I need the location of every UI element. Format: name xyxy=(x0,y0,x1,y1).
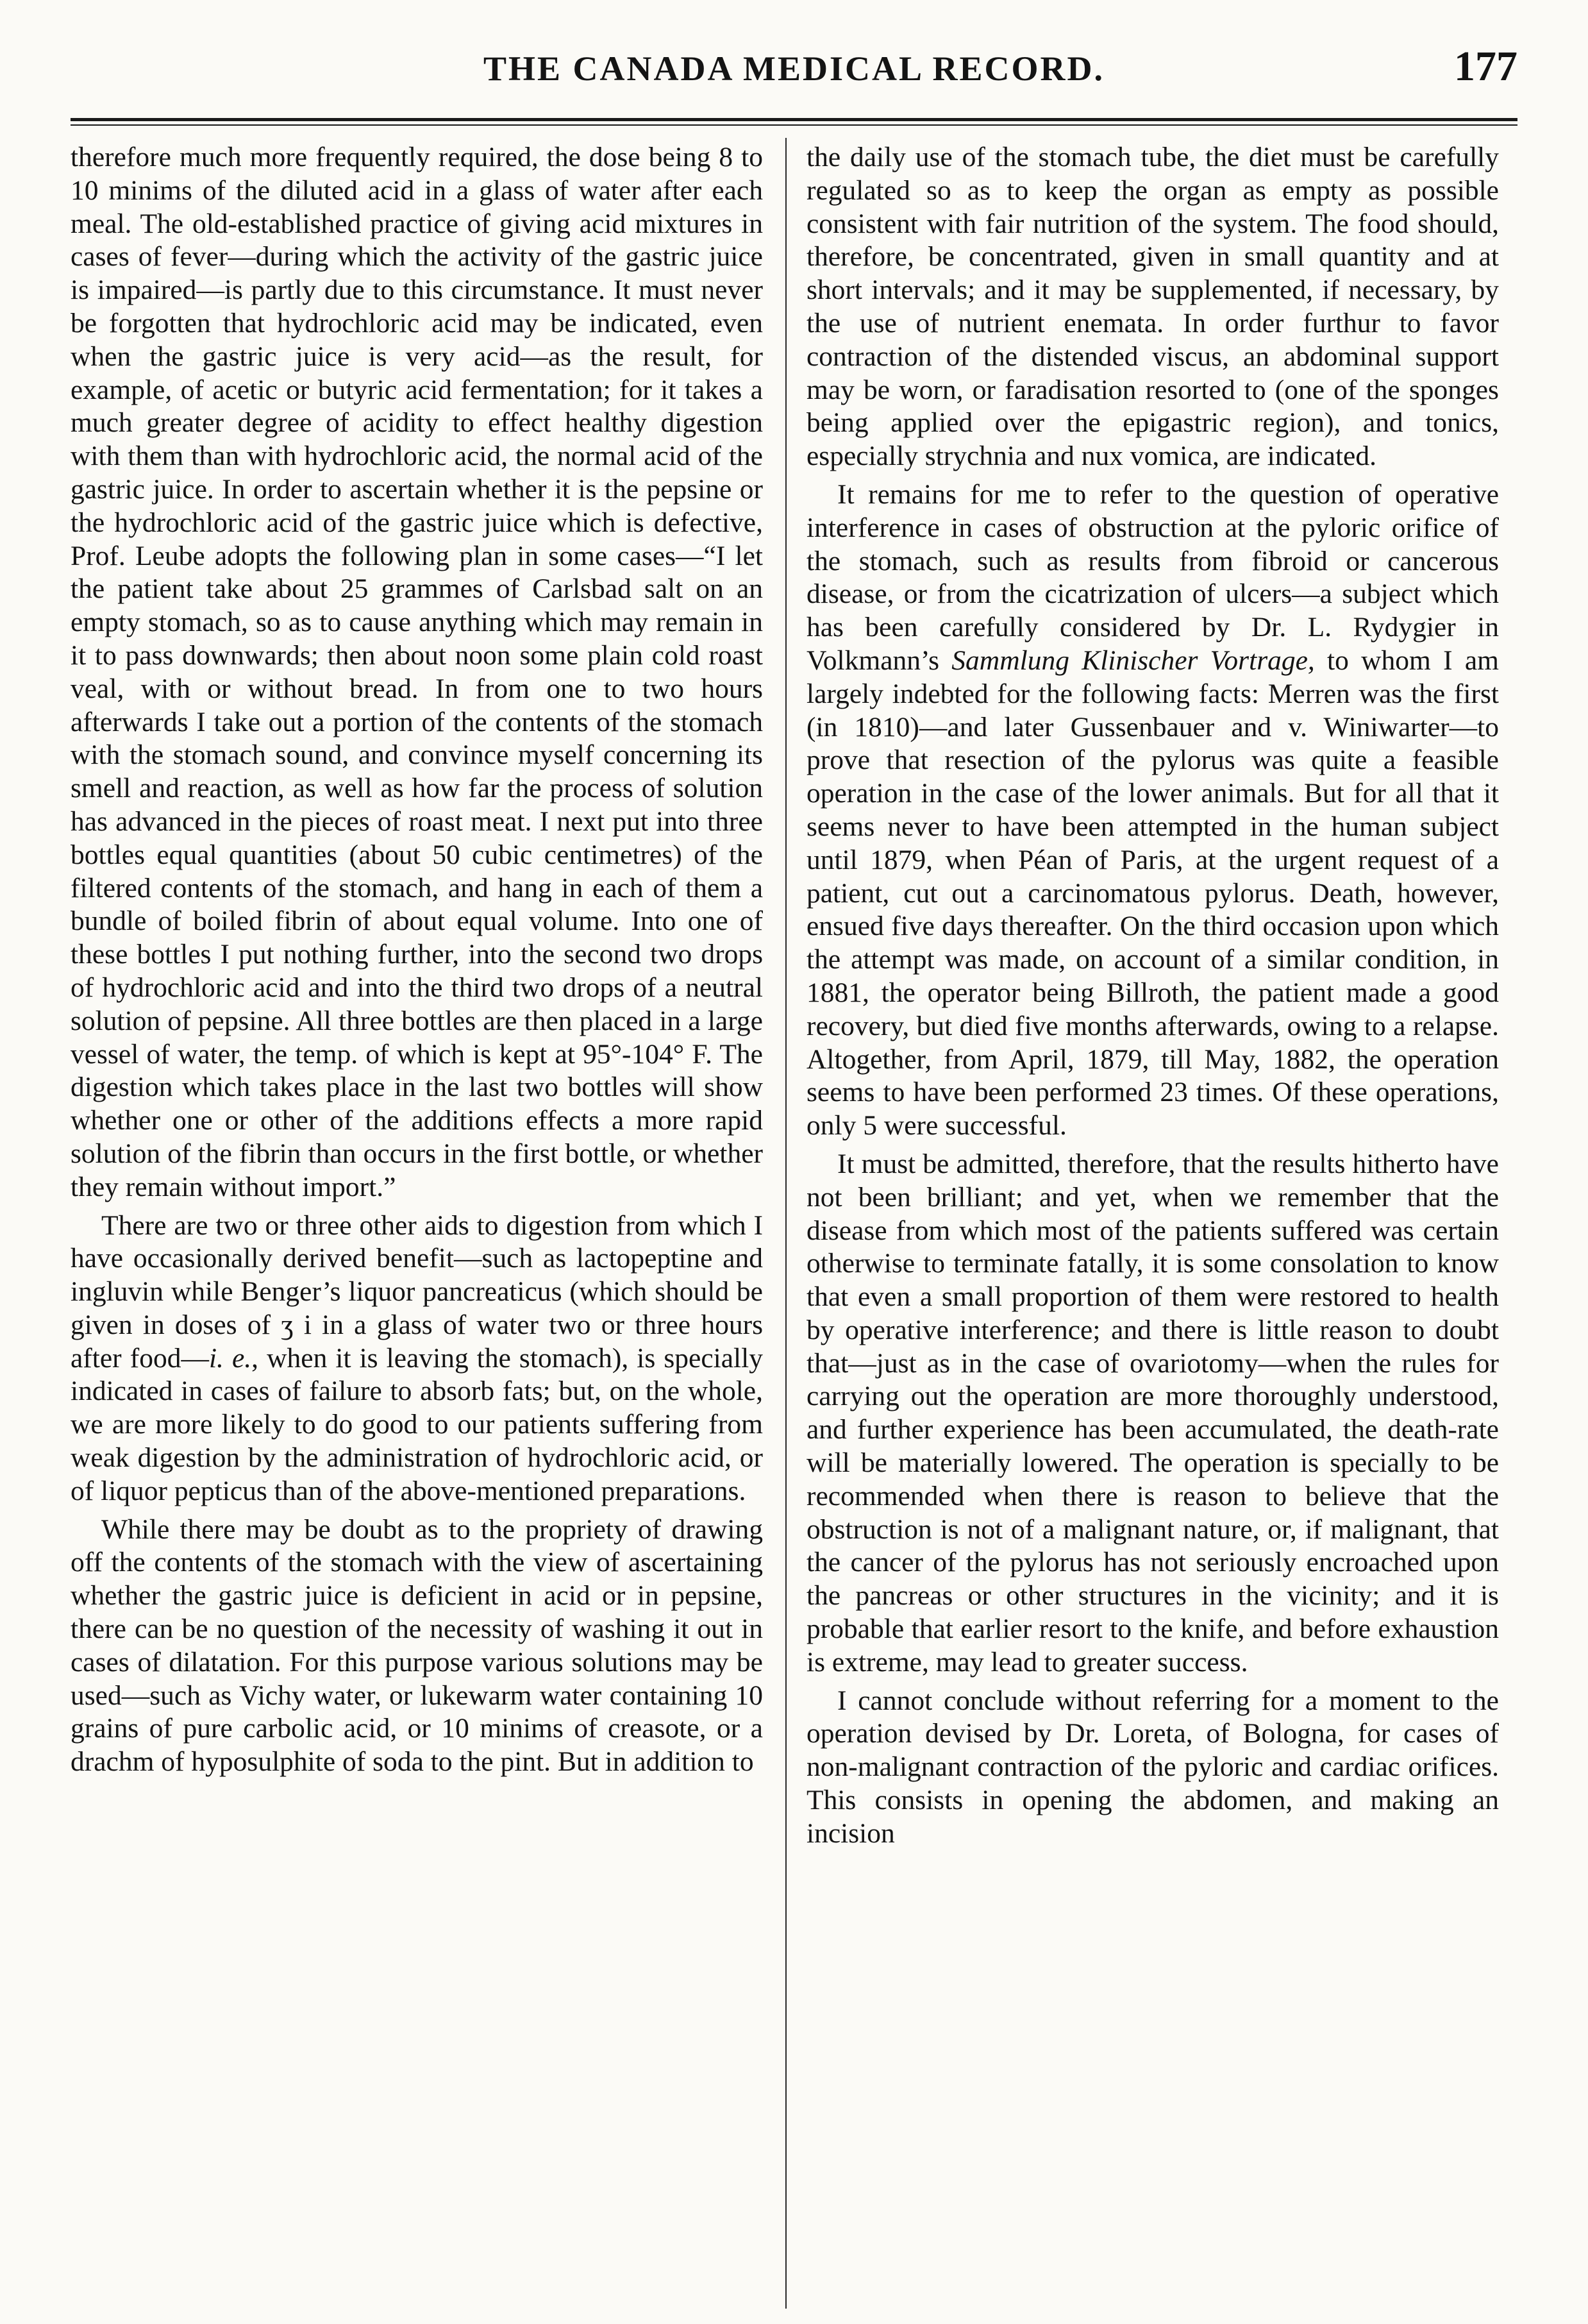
header-rule-thin xyxy=(71,124,1517,126)
header-rule-thick xyxy=(71,118,1517,121)
paragraph xyxy=(807,478,1499,1143)
paragraph-text: It remains for me to refer to the question of operative interference in cases of obstruction at the pyloric orifice of the stomach, such as results from fibroid or cancerous disease, or from the cicatrization of ulcers—a subject which has been carefully considered by Dr. L. Rydygier in Volkmann’s xyxy=(807,478,1499,676)
page-header xyxy=(71,38,1517,109)
paragraph-text: the daily use of the stomach tube, the diet must be carefully regulated so as to keep the organ as empty as possible consistent with fair nutrition of the system. The food should, therefore, be concentrated, given in small quantity and at short intervals; and it may be supplemented, if necessary, by the use of nutrient enemata. In order furthur to favor contraction of the distended viscus, an abdominal support may be worn, or faradisation resorted to (one of the sponges being applied over the epigastric region), and tonics, especially strychnia and nux vomica, are indicated. xyxy=(807,142,1499,472)
italic-text: i. e. xyxy=(208,1342,252,1374)
paragraph-text: I cannot conclude without referring for a moment to the operation devised by Dr. Loreta, of Bologna, for cases of non-malignant contraction of the pyloric and cardiac orifices. This consists in opening the abdomen, and making an incision xyxy=(807,1685,1499,1849)
left-column xyxy=(71,141,763,2302)
paragraph-text: therefore much more frequently required, the dose being 8 to 10 minims of the diluted acid in a glass of water after each meal. The old-established practice of giving acid mixtures in cases of fever—during which the activity of the gastric juice is impaired—is partly due to this circumstance. It must never be forgotten that hydrochloric acid may be indicated, even when the gastric juice is very acid—as the result, for example, of acetic or butyric acid fermentation; for it takes a much greater degree of acidity to effect healthy digestion with them than with hydrochloric acid, the normal acid of the gastric juice. In order to ascertain whether it is the pepsine or the hydrochloric acid of the gastric juice which is defective, Prof. Leube adopts the following plan in some cases—“I let the patient take about 25 grammes of Carlsbad salt on an empty stomach, so as to cause anything which may remain in it to pass downwards; then about noon some plain cold roast veal, with or without bread. In from one to two hours afterwards I take out a portion of the contents of the stomach with the stomach sound, and convince myself concerning its smell and reaction, as well as how far the process of solution has advanced in the pieces of roast meat. I next put into three bottles equal quantities (about 50 cubic centimetres) of the filtered contents of the stomach, and hang in each of them a bundle of boiled fibrin of about equal volume. Into one of these bottles I put nothing further, into the second two drops of hydrochloric acid and into the third two drops of a neutral solution of pepsine. All three bottles are then placed in a large vessel of water, the temp. of which is kept at 95°-104° F. The digestion which takes place in the last two bottles will show whether one or other of the additions effects a more rapid solution of the fibrin than occurs in the first bottle, or whether they remain without import.” xyxy=(71,142,763,1202)
paragraph-text: , when it is leaving the stomach), is specially indicated in cases of failure to absorb fats; but, on the whole, we are more likely to do good to our patients suffering from weak digestion by the administration of hydrochloric acid, or of liquor pepticus than of the above-mentioned preparations. xyxy=(71,1342,763,1506)
paragraph xyxy=(807,1685,1499,1851)
paragraph-text: While there may be doubt as to the propriety of drawing off the contents of the stomach with the view of ascertaining whether the gastric juice is deficient in acid or in pepsine, there can be no question of the necessity of washing it out in cases of dilatation. For this purpose various solutions may be used—such as Vichy water, or lukewarm water containing 10 grains of pure carbolic acid, or 10 minims of creasote, or a drachm of hyposulphite of soda to the pint. But in addition to xyxy=(71,1513,763,1778)
column-divider xyxy=(785,138,787,2309)
paragraph xyxy=(71,141,763,1204)
paragraph xyxy=(71,1209,763,1508)
running-title: THE CANADA MEDICAL RECORD. xyxy=(483,49,1105,88)
paragraph xyxy=(807,1148,1499,1680)
paragraph-text: There are two or three other aids to digestion from which I have occasionally derived benefit—such as lactopeptine and ingluvin while Benger’s liquor pancreaticus (which should be given in doses of ʒ i in a glass of water two or three hours after food— xyxy=(71,1209,763,1374)
paragraph xyxy=(71,1513,763,1779)
page-number: 177 xyxy=(1454,43,1517,90)
paragraph-text: It must be admitted, therefore, that the results hitherto have not been brilliant; and yet, when we remember that the disease from which most of the patients suffered was certain otherwise to terminate fatally, it is some consolation to know that even a small proportion of them were restored to health by operative interference; and there is little reason to doubt that—just as in the case of ovariotomy—when the rules for carrying out the operation are more thoroughly understood, and further experience has been accumulated, the death-rate will be materially lowered. The operation is specially to be recommended when there is reason to believe that the obstruction is not of a malignant nature, or, if malignant, that the cancer of the pylorus has not seriously encroached upon the pancreas or other structures in the vicinity; and it is probable that earlier resort to the knife, and before exhaustion is extreme, may lead to greater success. xyxy=(807,1148,1499,1678)
paragraph-text: to whom I am largely indebted for the following facts: Merren was the first (in 1810)—and later Gussenbauer and v. Winiwarter—to prove that resection of the pylorus was quite a feasible operation in the case of the lower animals. But for all that it seems never to have been attempted in the human subject until 1879, when Péan of Paris, at the urgent request of a patient, cut out a carcinomatous pylorus. Death, however, ensued five days thereafter. On the third occasion upon which the attempt was made, on account of a similar condition, in 1881, the operator being Billroth, the patient made a good recovery, but died five months afterwards, owing to a relapse. Altogether, from April, 1879, till May, 1882, the operation seems to have been performed 23 times. Of these operations, only 5 were successful. xyxy=(807,644,1499,1141)
right-column xyxy=(807,141,1499,2302)
paragraph xyxy=(807,141,1499,473)
italic-text: Sammlung Klinischer Vortrage, xyxy=(951,644,1315,676)
